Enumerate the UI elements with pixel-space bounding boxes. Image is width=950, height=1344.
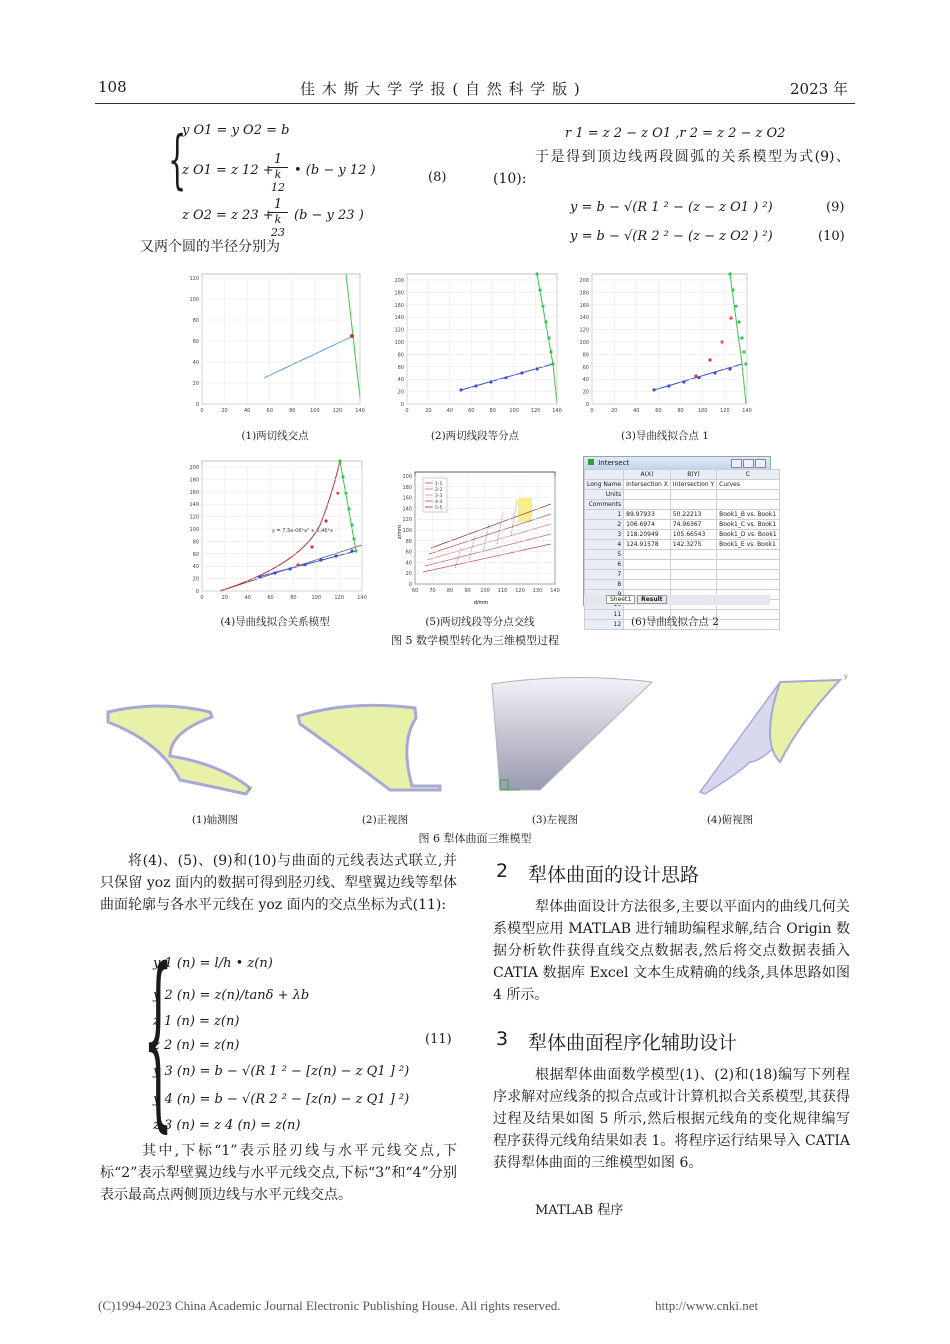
row-header-cell[interactable]: 8 <box>585 580 624 590</box>
equation-9: y = b − √(R 1 ² − (z − z O1 ) ²) <box>570 200 773 215</box>
fig5-panel3-plot <box>570 268 755 418</box>
eq11-line7: z 3 (n) = z 4 (n) = z(n) <box>153 1118 301 1133</box>
y-tick-label: 20 <box>405 571 412 578</box>
column-header-row[interactable] <box>585 470 780 480</box>
green-point <box>740 336 743 339</box>
green-point <box>347 507 350 510</box>
y-tick-label: 120 <box>402 517 412 524</box>
table-cell[interactable] <box>717 570 780 580</box>
green-point <box>341 475 344 478</box>
y-tick-label: 160 <box>394 302 404 309</box>
eq8-line3-rhs: (b − y 23 ) <box>294 208 364 223</box>
frac-den: k 12 <box>271 168 285 194</box>
green-point <box>549 350 552 353</box>
y-tick-label: 60 <box>405 549 412 556</box>
x-tick-label: 120 <box>334 595 344 601</box>
x-tick-label: 20 <box>221 595 229 601</box>
table-cell[interactable]: Book1_E vs. Book1 <box>717 540 780 550</box>
table-cell[interactable]: Book1_D vs. Book1 <box>717 530 780 540</box>
fig5-panel1-plot <box>180 268 370 418</box>
x-tick-label: 60 <box>655 408 662 414</box>
table-cell[interactable] <box>624 550 671 560</box>
window-icon <box>588 459 594 465</box>
y-tick-label: 100 <box>189 527 199 533</box>
tab-result[interactable]: Result <box>637 595 666 604</box>
legend-label: 4-4 <box>435 500 443 505</box>
table-row[interactable] <box>585 510 780 520</box>
x-tick-label: 40 <box>244 595 251 601</box>
section-3-number: 3 <box>496 1028 509 1050</box>
x-tick-label: 0 <box>200 408 204 414</box>
x-tick-label: 140 <box>355 408 365 414</box>
y-tick-label: 80 <box>192 539 199 546</box>
x-tick-label: 110 <box>497 588 508 594</box>
frac-num: 1 <box>268 152 288 168</box>
y-tick-label: 80 <box>192 318 199 324</box>
y-tick-label: 120 <box>579 327 589 334</box>
x-axis-label: d/mm <box>473 600 489 606</box>
arc-intro: 于是得到顶边线两段圆弧的关系模型为式(9)、(10): <box>493 149 850 187</box>
fig5-panel4-plot <box>180 455 370 605</box>
y-tick-label: 60 <box>582 364 589 371</box>
table-cell[interactable]: 50.22213 <box>670 510 716 520</box>
table-cell[interactable]: Book1_C vs. Book1 <box>717 520 780 530</box>
x-tick-label: 70 <box>429 588 436 594</box>
sheet-tabs <box>584 595 770 605</box>
x-tick-label: 80 <box>489 408 496 414</box>
fit-point <box>324 519 327 522</box>
equation-8 <box>168 118 468 239</box>
y-tick-label: 40 <box>192 360 199 366</box>
y-tick-label: 160 <box>402 495 412 502</box>
x-tick-label: 20 <box>610 408 618 414</box>
section-2-title: 犁体曲面的设计思路 <box>528 864 700 886</box>
fig5-caption-2: (2)两切线段等分点 <box>430 430 520 442</box>
section-3-body: 根据犁体曲面数学模型(1)、(2)和(18)编写下列程序求解对应线条的拟合点或计计算机拟合关系模型,其获得过程及结果如图 5 所示,然后根据元线角的变化规律编写程序获得元线角结果如表 1。将程序运行结果导入 CATIA 获得犁体曲面的三维模型如图 6。 <box>493 1067 850 1171</box>
table-cell[interactable]: 105.66543 <box>670 530 716 540</box>
eq8-line2-lhs: z O1 = z 12 + <box>182 163 274 178</box>
row-header-cell[interactable]: Long Name <box>585 480 624 490</box>
y-tick-label: 0 <box>400 402 404 408</box>
fig5-caption-6: (6)导曲线拟合点 2 <box>631 616 719 628</box>
eq8-line2-frac <box>268 152 288 194</box>
eq11-line5: y 3 (n) = b − √(R 1 ² − [z(n) − z Q1 ] ²) <box>153 1064 410 1079</box>
blue-point <box>535 367 538 370</box>
blue-point <box>258 575 261 578</box>
green-point <box>354 549 357 552</box>
cnki-url[interactable]: http://www.cnki.net <box>655 1298 759 1313</box>
y-tick-label: 200 <box>189 465 199 471</box>
y-tick-label: 200 <box>402 474 412 480</box>
table-row[interactable] <box>585 560 780 570</box>
fig5-panel2-plot <box>385 268 565 418</box>
y-tick-label: 100 <box>189 297 199 303</box>
y-tick-label: 20 <box>192 381 199 387</box>
fig6-caption-4: (4)俯视图 <box>706 814 754 826</box>
table-cell[interactable]: C <box>717 470 780 480</box>
figure6-models <box>100 672 860 810</box>
fit-point <box>729 316 732 319</box>
eq8-number: (8) <box>428 170 447 185</box>
x-tick-label: 0 <box>405 408 409 414</box>
y-tick-label: 20 <box>192 576 199 583</box>
header-rule <box>95 103 855 104</box>
x-tick-label: 80 <box>290 595 297 601</box>
legend-label: 3-3 <box>435 494 443 499</box>
legend-label: 2-2 <box>435 488 443 493</box>
row-header-cell[interactable]: 1 <box>585 510 624 520</box>
row-header-cell[interactable]: 5 <box>585 550 624 560</box>
y-tick-label: 100 <box>579 340 589 346</box>
table-cell[interactable]: 106.6974 <box>624 520 671 530</box>
x-tick-label: 140 <box>742 408 752 414</box>
y-tick-label: 200 <box>394 278 404 284</box>
y-axis-label: z/mm <box>397 524 403 540</box>
brace: { <box>143 928 174 1149</box>
table-cell[interactable] <box>717 500 780 510</box>
plot-frame <box>202 461 362 591</box>
section-2-number: 2 <box>496 860 509 882</box>
row-header-cell[interactable]: 7 <box>585 570 624 580</box>
table-cell[interactable] <box>624 560 671 570</box>
table-row[interactable] <box>585 520 780 530</box>
y-tick-label: 80 <box>397 352 404 359</box>
blue-point <box>474 384 477 387</box>
fit-point <box>694 374 697 377</box>
fig5-caption-4: (4)导曲线拟合关系模型 <box>220 616 330 628</box>
fit-point <box>708 358 711 361</box>
x-tick-label: 80 <box>446 588 454 594</box>
table-cell[interactable]: 89.97933 <box>624 510 671 520</box>
x-tick-label: 100 <box>509 408 519 414</box>
y-tick-label: 40 <box>397 377 404 384</box>
maximize-button[interactable] <box>743 459 754 468</box>
x-tick-label: 120 <box>720 408 730 414</box>
journal-year: 2023 年 <box>790 80 848 98</box>
eq8-line3-lhs: z O2 = z 23 + <box>182 208 274 223</box>
meta-row[interactable] <box>585 490 780 500</box>
eq11-line1: y 1 (n) = l/h • z(n) <box>153 956 273 971</box>
fitted-formula: y = 7.5e-06*x² + 0.46*x <box>272 528 333 534</box>
fig6-caption-3: (3)左视图 <box>531 814 579 826</box>
y-tick-label: 20 <box>582 389 589 396</box>
window-titlebar[interactable] <box>584 457 770 469</box>
blue-point <box>319 558 322 561</box>
fig6-caption-2: (2)正视图 <box>361 814 409 826</box>
table-cell[interactable]: 118.20949 <box>624 530 671 540</box>
table-row[interactable] <box>585 540 780 550</box>
x-tick-label: 140 <box>552 408 562 414</box>
x-tick-label: 140 <box>357 595 367 601</box>
table-cell[interactable] <box>717 560 780 570</box>
y-tick-label: 180 <box>394 290 404 297</box>
x-tick-label: 40 <box>446 408 454 414</box>
equation-10: y = b − √(R 2 ² − (z − z O2 ) ²) <box>570 229 773 244</box>
eq9-number: (9) <box>826 200 845 215</box>
y-tick-label: 20 <box>397 389 404 396</box>
table-cell[interactable] <box>624 490 671 500</box>
blue-point <box>459 388 462 391</box>
eq8-line3-frac <box>268 197 288 239</box>
fig5-caption-5: (5)两切线段等分点交线 <box>425 616 535 628</box>
row-header-cell[interactable]: 11 <box>585 610 624 620</box>
meta-row[interactable] <box>585 480 780 490</box>
y-tick-label: 0 <box>585 402 589 408</box>
left-paragraph-2: 其中,下标“1”表示胫刃线与水平元线交点,下标“2”表示犁壁翼边线与水平元线交点,下标“3”和“4”分别表示最高点两侧顶边线与水平元线交点。 <box>100 1143 457 1203</box>
green-point <box>728 272 731 275</box>
green-point <box>742 350 745 353</box>
green-point <box>737 320 740 323</box>
table-cell[interactable]: Intersection Y <box>670 480 716 490</box>
y-tick-label: 40 <box>192 564 199 571</box>
blue-point <box>713 371 716 374</box>
table-cell[interactable] <box>624 570 671 580</box>
data-sheet[interactable] <box>584 469 780 630</box>
eq11-line2: y 2 (n) = z(n)/tanδ + λb <box>153 988 310 1003</box>
legend-label: 1-1 <box>435 482 443 487</box>
fig5-caption-1: (1)两切线交点 <box>241 430 309 442</box>
row-header-cell[interactable]: 4 <box>585 540 624 550</box>
y-tick-label: 0 <box>195 589 199 595</box>
front-view <box>298 705 440 790</box>
y-tick-label: 60 <box>397 364 404 371</box>
y-tick-label: 160 <box>189 489 199 496</box>
program-label: MATLAB 程序 <box>535 1203 624 1218</box>
legend-label: 5-5 <box>435 506 443 511</box>
x-tick-label: 100 <box>480 588 490 594</box>
y-tick-label: 140 <box>394 315 404 322</box>
x-tick-label: 100 <box>311 595 322 601</box>
svg-text:y: y <box>248 785 252 792</box>
meta-row[interactable] <box>585 500 780 510</box>
x-tick-label: 100 <box>310 408 320 414</box>
blue-point <box>652 388 655 391</box>
blue-point <box>667 384 670 387</box>
green-point <box>535 272 538 275</box>
row-header-cell[interactable]: Units <box>585 490 624 500</box>
blue-point <box>288 567 291 570</box>
intersection-point <box>350 334 354 338</box>
eq11-line3: z 1 (n) = z(n) <box>153 1014 240 1029</box>
table-cell[interactable] <box>717 550 780 560</box>
table-cell[interactable]: Intersection X <box>624 480 671 490</box>
green-point <box>538 288 541 291</box>
y-tick-label: 80 <box>405 538 412 545</box>
x-tick-label: 20 <box>425 408 432 414</box>
table-row[interactable] <box>585 580 780 590</box>
y-tick-label: 140 <box>402 506 412 513</box>
x-tick-label: 140 <box>550 588 560 594</box>
row-header-cell[interactable]: 3 <box>585 530 624 540</box>
table-row[interactable] <box>585 550 780 560</box>
table-cell[interactable] <box>670 570 716 580</box>
figure5-caption: 图 5 数学模型转化为三维模型过程 <box>391 634 559 647</box>
x-tick-label: 0 <box>590 408 594 414</box>
blue-point <box>273 571 276 574</box>
tab-sheet1[interactable]: Sheet1 <box>606 595 635 604</box>
blue-point <box>350 549 353 552</box>
y-tick-label: 140 <box>579 315 589 322</box>
fig6-caption-1: (1)轴测图 <box>191 814 239 826</box>
green-point <box>350 523 353 526</box>
close-button[interactable] <box>755 459 766 468</box>
table-cell[interactable] <box>717 580 780 590</box>
row-header-cell[interactable]: 6 <box>585 560 624 570</box>
x-tick-label: 80 <box>289 408 296 414</box>
plot-frame <box>202 274 360 404</box>
x-tick-label: 60 <box>411 588 419 594</box>
y-tick-label: 120 <box>394 327 404 334</box>
axonometric-view <box>108 706 252 794</box>
y-tick-label: 120 <box>189 276 199 282</box>
green-point <box>338 459 341 462</box>
eq8-line2-rhs: • (b − y 12 ) <box>294 163 376 178</box>
y-tick-label: 60 <box>192 339 199 345</box>
y-tick-label: 140 <box>189 502 199 509</box>
y-tick-label: 0 <box>195 402 199 408</box>
row-header-cell[interactable]: Comments <box>585 500 624 510</box>
table-cell[interactable] <box>670 490 716 500</box>
x-tick-label: 20 <box>221 408 228 414</box>
y-tick-label: 120 <box>189 514 199 521</box>
x-tick-label: 80 <box>677 408 684 414</box>
y-tick-label: 200 <box>579 278 589 284</box>
radius-equation: r 1 = z 2 − z O1 ,r 2 = z 2 − z O2 <box>565 126 786 141</box>
y-tick-label: 60 <box>192 551 199 558</box>
frac-num: 1 <box>268 197 288 213</box>
figure6-caption: 图 6 犁体曲面三维模型 <box>418 832 532 845</box>
y-tick-label: 80 <box>582 352 589 359</box>
y-tick-label: 160 <box>579 302 589 309</box>
eq10-number: (10) <box>818 229 845 244</box>
x-tick-label: 0 <box>200 595 204 601</box>
top-view <box>700 673 848 794</box>
blue-point <box>728 367 731 370</box>
blue-point <box>489 380 492 383</box>
left-view <box>492 677 652 790</box>
x-tick-label: 40 <box>633 408 640 414</box>
blue-point <box>682 380 685 383</box>
y-tick-label: 40 <box>582 377 589 384</box>
green-point <box>544 320 547 323</box>
journal-title: 佳 木 斯 大 学 学 报 ( 自 然 科 学 版 ) <box>300 80 581 98</box>
x-tick-label: 100 <box>697 408 708 414</box>
y-tick-label: 100 <box>394 340 404 346</box>
x-tick-label: 60 <box>267 595 274 601</box>
table-cell[interactable] <box>670 550 716 560</box>
table-cell[interactable]: 142.3275 <box>670 540 716 550</box>
window-title: Intersect <box>598 459 630 467</box>
x-tick-label: 130 <box>532 588 543 594</box>
table-cell[interactable]: 74.96367 <box>670 520 716 530</box>
green-point <box>352 537 355 540</box>
fig5-caption-3: (3)导曲线拟合点 1 <box>621 430 709 442</box>
x-tick-label: 90 <box>464 588 471 594</box>
x-tick-label: 60 <box>468 408 475 414</box>
minimize-button[interactable] <box>731 459 742 468</box>
x-tick-label: 60 <box>266 408 273 414</box>
x-tick-label: 120 <box>332 408 343 414</box>
green-point <box>551 362 554 365</box>
green-point <box>547 336 550 339</box>
table-cell[interactable]: B(Y) <box>670 470 716 480</box>
eq11-number: (11) <box>425 1032 452 1047</box>
left-paragraph-1: 将(4)、(5)、(9)和(10)与曲面的元线表达式联立,并只保留 yoz 面内的数据可得到胫刃线、犁壁翼边线等犁体曲面轮廓与各水平元线在 yoz 面内的交点坐标为式(11): <box>100 853 457 913</box>
table-cell[interactable]: Curves <box>717 480 780 490</box>
equation-11 <box>143 928 473 1149</box>
y-tick-label: 0 <box>408 582 412 588</box>
eq8-line1: y O1 = y O2 = b <box>182 123 290 138</box>
table-cell[interactable]: Book1_B vs. Book1 <box>717 510 780 520</box>
row-header-cell[interactable] <box>585 470 624 480</box>
fit-point <box>310 545 313 548</box>
row-header-cell[interactable]: 2 <box>585 520 624 530</box>
x-tick-label: 120 <box>530 408 541 414</box>
section-2-body: 犁体曲面设计方法很多,主要以平面内的曲线几何关系模型应用 MATLAB 进行辅助编程求解,结合 Origin 数据分析软件获得直线交点数据表,然后将交点数据表插入 CATIA 数据库 Excel 文本生成精确的线条,具体思路如图 4 所示。 <box>493 899 850 1003</box>
row-header-cell[interactable]: 12 <box>585 620 624 630</box>
section-3-title: 犁体曲面程序化辅助设计 <box>528 1032 738 1054</box>
y-tick-label: 100 <box>402 528 412 534</box>
radius-intro: 又两个圆的半径分别为 <box>140 239 280 255</box>
eq11-line6: y 4 (n) = b − √(R 2 ² − [z(n) − z Q1 ] ²) <box>153 1092 410 1107</box>
table-cell[interactable] <box>624 500 671 510</box>
fig5-panel5-plot <box>395 468 560 608</box>
page-number: 108 <box>98 78 127 96</box>
table-row[interactable] <box>585 530 780 540</box>
table-cell[interactable] <box>717 490 780 500</box>
frac-den: k 23 <box>271 213 285 239</box>
eq11-line4: z 2 (n) = z(n) <box>153 1038 240 1053</box>
green-point <box>731 288 734 291</box>
blue-point <box>334 554 337 557</box>
table-cell[interactable] <box>670 560 716 570</box>
table-cell[interactable] <box>670 580 716 590</box>
table-cell[interactable] <box>670 500 716 510</box>
table-cell[interactable]: 124.91578 <box>624 540 671 550</box>
y-tick-label: 40 <box>405 560 412 567</box>
copyright-footer: (C)1994-2023 China Academic Journal Electronic Publishing House. All rights reserved. <box>98 1298 561 1313</box>
x-tick-label: 120 <box>515 588 525 594</box>
y-tick-label: 180 <box>579 290 589 297</box>
y-tick-label: 180 <box>402 484 412 491</box>
brace: { <box>168 123 187 197</box>
y-tick-label: 180 <box>189 477 199 484</box>
blue-point <box>520 371 523 374</box>
svg-text:y: y <box>844 673 848 680</box>
table-row[interactable] <box>585 570 780 580</box>
table-cell[interactable] <box>624 580 671 590</box>
x-tick-label: 40 <box>243 408 251 414</box>
table-cell[interactable]: A(X) <box>624 470 671 480</box>
